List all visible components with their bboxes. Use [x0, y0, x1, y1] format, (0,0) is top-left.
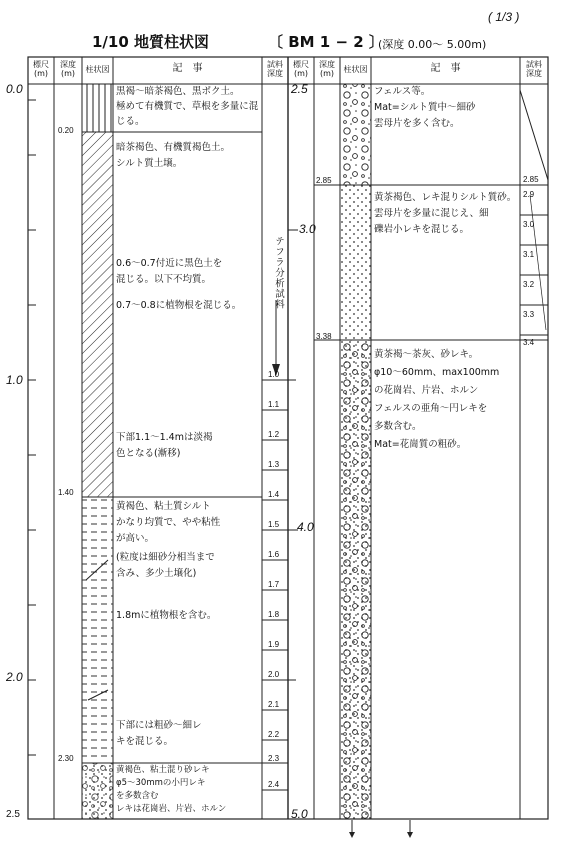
layer-description: (粒度は細砂分相当まで 含み、多少土壌化) [116, 552, 215, 579]
layer-description: 暗茶褐色、有機質褐色土。 シルト質土壌。 [116, 142, 231, 169]
sample-depth-right: 3.0 [523, 220, 535, 229]
layer-description: 黄褐色、粘土混り砂レキ φ5〜30mmの小円レキ を多数含む レキは花崗岩、片岩、ホルン [116, 765, 227, 814]
page-number: ( 1/3 ) [488, 10, 520, 24]
layer-description: 0.6〜0.7付近に黒色土を 混じる。以下不均質。 [116, 258, 223, 285]
layer-description: 下部1.1〜1.4mは淡褐 色となる(漸移) [116, 432, 213, 459]
layer-description: 黒褐〜暗茶褐色、黒ボク土。 極めて有機質で、草根を多量に混じる。 [116, 86, 259, 127]
header-sample: 試料 深度 [267, 60, 283, 78]
depth-range: (深度 0.00〜 5.00m) [378, 38, 487, 51]
layer-description: 下部には粗砂〜細レ キを混じる。 [116, 720, 202, 747]
sample-depth: 2.3 [268, 754, 280, 763]
layer-description: 黄褐色、粘土質シルト かなり均質で、やや粘性 が高い。 [116, 501, 221, 544]
sample-depth: 1.6 [268, 550, 280, 559]
sample-depth-right: 3.2 [523, 280, 535, 289]
sample-depth-right: 3.4 [523, 338, 535, 347]
header-depth-right: 深度 (m) [319, 60, 335, 78]
header-depth: 深度 (m) [60, 60, 76, 78]
layer-depth-right: 2.85 [316, 176, 332, 185]
scale-mark-right: 4.0 [297, 520, 314, 534]
sample-depth: 1.7 [268, 580, 280, 589]
sample-depth: 1.9 [268, 640, 280, 649]
sample-depth: 2.0 [268, 670, 280, 679]
header-log: 柱状図 [85, 65, 110, 74]
scale-mark-right: 5.0 [291, 807, 308, 821]
page-title: 1/10 地質柱状図 [92, 33, 210, 51]
scale-mark: 1.0 [6, 373, 23, 387]
header-scale: 標尺 (m) [33, 60, 49, 78]
boring-id: 〔 BM 1 − 2 〕 [268, 33, 384, 51]
sample-depth: 2.4 [268, 780, 280, 789]
scale-mark: 2.5 [6, 809, 20, 820]
header-sample-right: 試料 深度 [526, 60, 542, 78]
sample-depth: 2.1 [268, 700, 280, 709]
scale-mark-right: 3.0 [299, 222, 316, 236]
layer-depth-right: 3.38 [316, 332, 332, 341]
sample-depth-right: 3.3 [523, 310, 535, 319]
sample-depth: 1.1 [268, 400, 280, 409]
sample-depth-right: 3.1 [523, 250, 535, 259]
layer-description: 1.8mに植物根を含む。 [116, 610, 217, 621]
header-scale-right: 標尺 (m) [293, 60, 309, 78]
scale-mark: 2.0 [6, 670, 23, 684]
layer-description-right: フェルス等。 Mat=シルト質中〜細砂 雲母片を多く含む。 [374, 86, 476, 129]
layer-description-right: 黄茶褐〜茶灰、砂レキ。 φ10〜60mm、max100mm の花崗岩、片岩、ホルン フェルスの亜角〜円レキを 多数含む。 Mat=花崗質の粗砂。 [374, 349, 500, 450]
layer-depth: 1.40 [58, 488, 74, 497]
layer-description-right: 黄茶褐色、レキ混りシルト質砂。 雲母片を多量に混じえ、細 礫岩小レキを混じる。 [374, 192, 517, 235]
layer-description: 0.7〜0.8に植物根を混じる。 [116, 300, 242, 311]
header-log-right: 柱状図 [343, 65, 368, 74]
sample-depth: 2.2 [268, 730, 280, 739]
sample-depth: 1.5 [268, 520, 280, 529]
sample-depth-right: 2.9 [523, 190, 535, 199]
scale-mark-right: 2.5 [291, 82, 308, 96]
sample-depth-right: 2.85 [523, 175, 539, 184]
layer-depth: 0.20 [58, 126, 74, 135]
sample-depth: 1.2 [268, 430, 280, 439]
tephra-note: テフラ分析試料 [273, 236, 284, 310]
sample-depth: 1.8 [268, 610, 280, 619]
layer-depth: 2.30 [58, 754, 74, 763]
header-description: 記 事 [172, 63, 203, 74]
sample-depth: 1.3 [268, 460, 280, 469]
header-description-right: 記 事 [430, 63, 461, 74]
sample-depth: 1.0 [268, 370, 280, 379]
sample-depth: 1.4 [268, 490, 280, 499]
scale-mark: 0.0 [6, 82, 23, 96]
